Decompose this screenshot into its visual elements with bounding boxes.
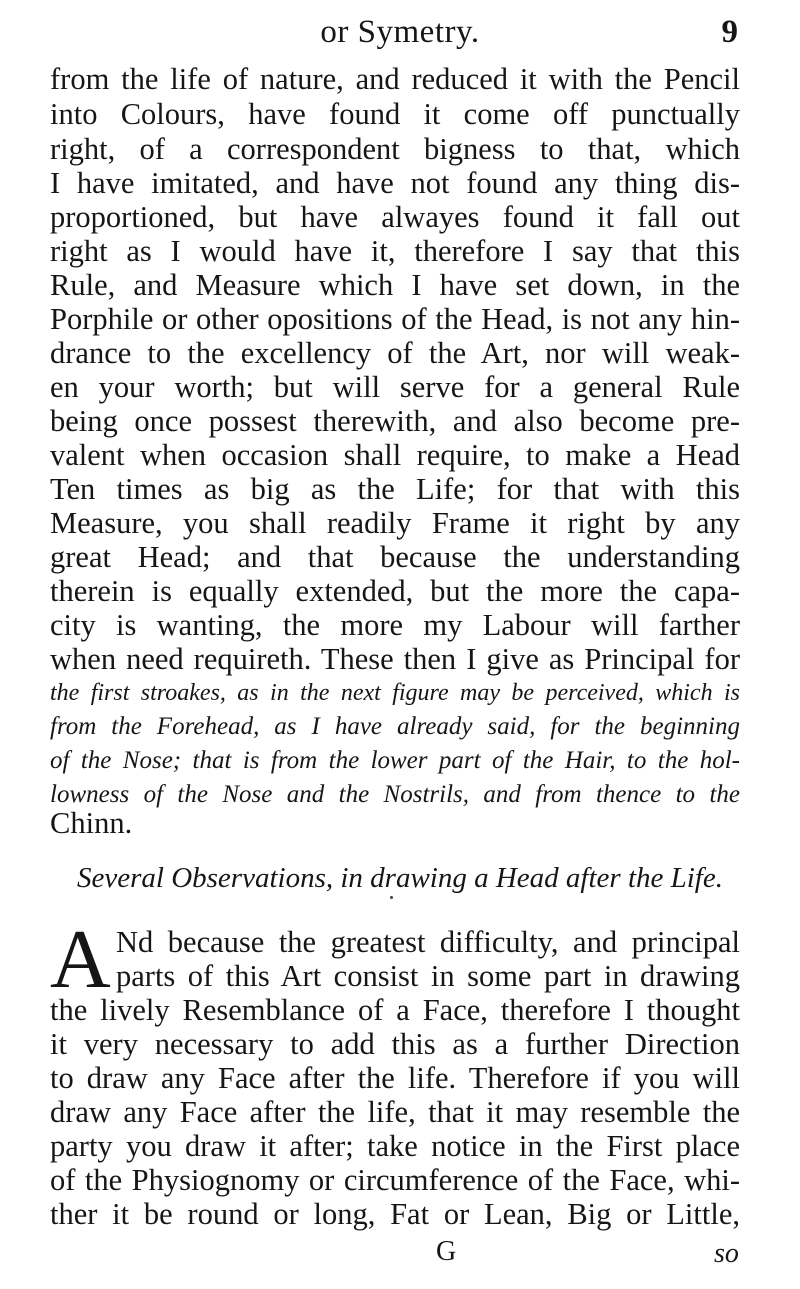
text-line: draw any Face after the life, that it may resemble the — [50, 1095, 740, 1129]
signature-mark: G — [436, 1236, 457, 1267]
text-line: from the life of nature, and reduced it with the Pencil — [50, 62, 740, 96]
text-line: ther it be round or long, Fat or Lean, Big or Little, — [50, 1197, 740, 1231]
text-line: Measure, you shall readily Frame it right by any — [50, 506, 740, 540]
text-line: Chinn. — [50, 806, 133, 840]
text-line: Nd because the greatest difficulty, and principal — [116, 925, 740, 959]
text-line: of the Physiognomy or circumference of the Face, whi- — [50, 1163, 740, 1197]
text-line: it very necessary to add this as a further Direction — [50, 1027, 740, 1061]
text-line: city is wanting, the more my Labour will farther — [50, 608, 740, 642]
text-line: Rule, and Measure which I have set down, in the — [50, 268, 740, 302]
text-line: from the Forehead, as I have already said, for the beginning — [50, 713, 740, 740]
text-line: Porphile or other opositions of the Head, is not any hin- — [50, 302, 740, 336]
text-line: to draw any Face after the life. Therefore if you will — [50, 1061, 740, 1095]
catchword: so — [714, 1238, 739, 1269]
text-line: of the Nose; that is from the lower part of the Hair, to the hol- — [50, 747, 740, 774]
text-line: right as I would have it, therefore I say that this — [50, 234, 740, 268]
text-line: right, of a correspondent bigness to that, which — [50, 132, 740, 166]
text-line: en your worth; but will serve for a general Rule — [50, 370, 740, 404]
text-line: party you draw it after; take notice in the First place — [50, 1129, 740, 1163]
page-number: 9 — [721, 14, 738, 50]
text-line: being once possest therewith, and also become pre- — [50, 404, 740, 438]
text-line: therein is equally extended, but the more the capa- — [50, 574, 740, 608]
text-line: into Colours, have found it come off punctually — [50, 97, 740, 131]
section-heading: Several Observations, in drawing a Head after the Life. — [77, 862, 723, 894]
running-title: or Symetry. — [320, 14, 480, 50]
text-line: proportioned, but have alwayes found it fall out — [50, 200, 740, 234]
text-line: lowness of the Nose and the Nostrils, and from thence to the — [50, 781, 740, 808]
ink-speck — [390, 896, 393, 899]
text-line: parts of this Art consist in some part in drawing — [116, 959, 740, 993]
drop-cap: A — [50, 913, 111, 1006]
text-line: I have imitated, and have not found any thing dis- — [50, 166, 740, 200]
text-line: great Head; and that because the understanding — [50, 540, 740, 574]
text-line: the first stroakes, as in the next figure may be perceived, which is — [50, 680, 740, 706]
text-line: the lively Resemblance of a Face, therefore I thought — [50, 993, 740, 1027]
text-line: when need requireth. These then I give as Principal for — [50, 642, 740, 676]
text-line: valent when occasion shall require, to make a Head — [50, 438, 740, 472]
text-line: drance to the excellency of the Art, nor will weak- — [50, 336, 740, 370]
running-head — [0, 8, 800, 60]
text-line: Ten times as big as the Life; for that with this — [50, 472, 740, 506]
